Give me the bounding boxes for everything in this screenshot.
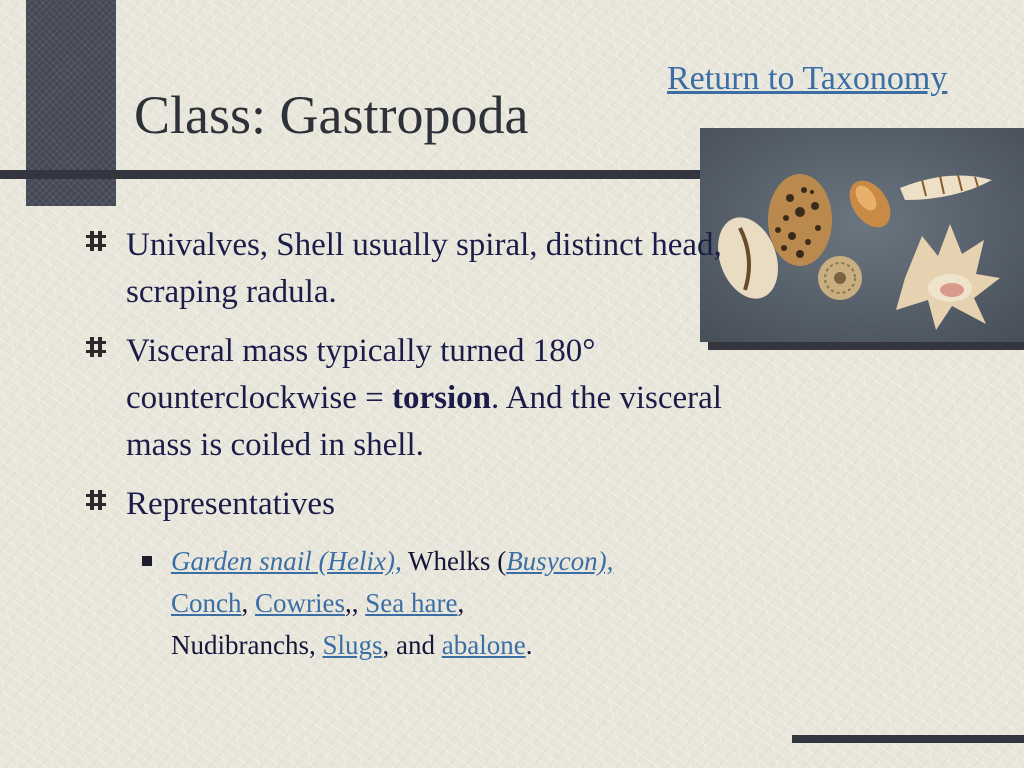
square-bullet-icon xyxy=(142,556,152,566)
separator-text: , xyxy=(241,588,255,618)
slide-title: Class: Gastropoda xyxy=(134,85,529,145)
conch-link[interactable]: Conch xyxy=(171,588,242,618)
hash-bullet-icon xyxy=(86,336,106,358)
torsion-term: torsion xyxy=(392,380,492,416)
photo-shadow-rule xyxy=(708,342,1024,350)
bullet-representatives xyxy=(86,481,726,528)
whelks-text: Whelks ( xyxy=(401,546,507,576)
bullet-univalves-text: Univalves, Shell usually spiral, distinct head, scraping radula. xyxy=(126,227,722,310)
return-to-taxonomy-link[interactable]: Return to Taxonomy xyxy=(667,60,948,97)
visceral-text-end: . And the visceral mass is coiled in shell. xyxy=(126,380,722,463)
separator-text: ,, xyxy=(345,588,366,618)
footer-rule xyxy=(792,735,1024,743)
nudibranchs-text: Nudibranchs, xyxy=(171,630,323,660)
representatives-heading: Representatives xyxy=(126,486,335,522)
representatives-list xyxy=(86,540,726,666)
hash-bullet-icon xyxy=(86,489,106,511)
cowries-link[interactable]: Cowries xyxy=(255,588,345,618)
hash-bullet-icon xyxy=(86,230,106,252)
garden-snail-link[interactable]: Garden snail (Helix), xyxy=(171,546,402,576)
slide-content xyxy=(86,222,726,666)
shells-image xyxy=(700,128,1024,342)
bullet-univalves xyxy=(86,222,726,316)
separator-text: , xyxy=(457,588,465,618)
visceral-text-start: Visceral mass typically turned 180° counterclockwise = xyxy=(126,333,596,416)
shells-photo xyxy=(700,128,1024,342)
period-text: . xyxy=(525,630,533,660)
abalone-link[interactable]: abalone xyxy=(441,630,526,660)
slugs-link[interactable]: Slugs xyxy=(322,630,383,660)
sea-hare-link[interactable]: Sea hare xyxy=(365,588,458,618)
and-text: , and xyxy=(382,630,442,660)
bullet-visceral-mass xyxy=(86,328,726,469)
busycon-link[interactable]: Busycon), xyxy=(506,546,614,576)
